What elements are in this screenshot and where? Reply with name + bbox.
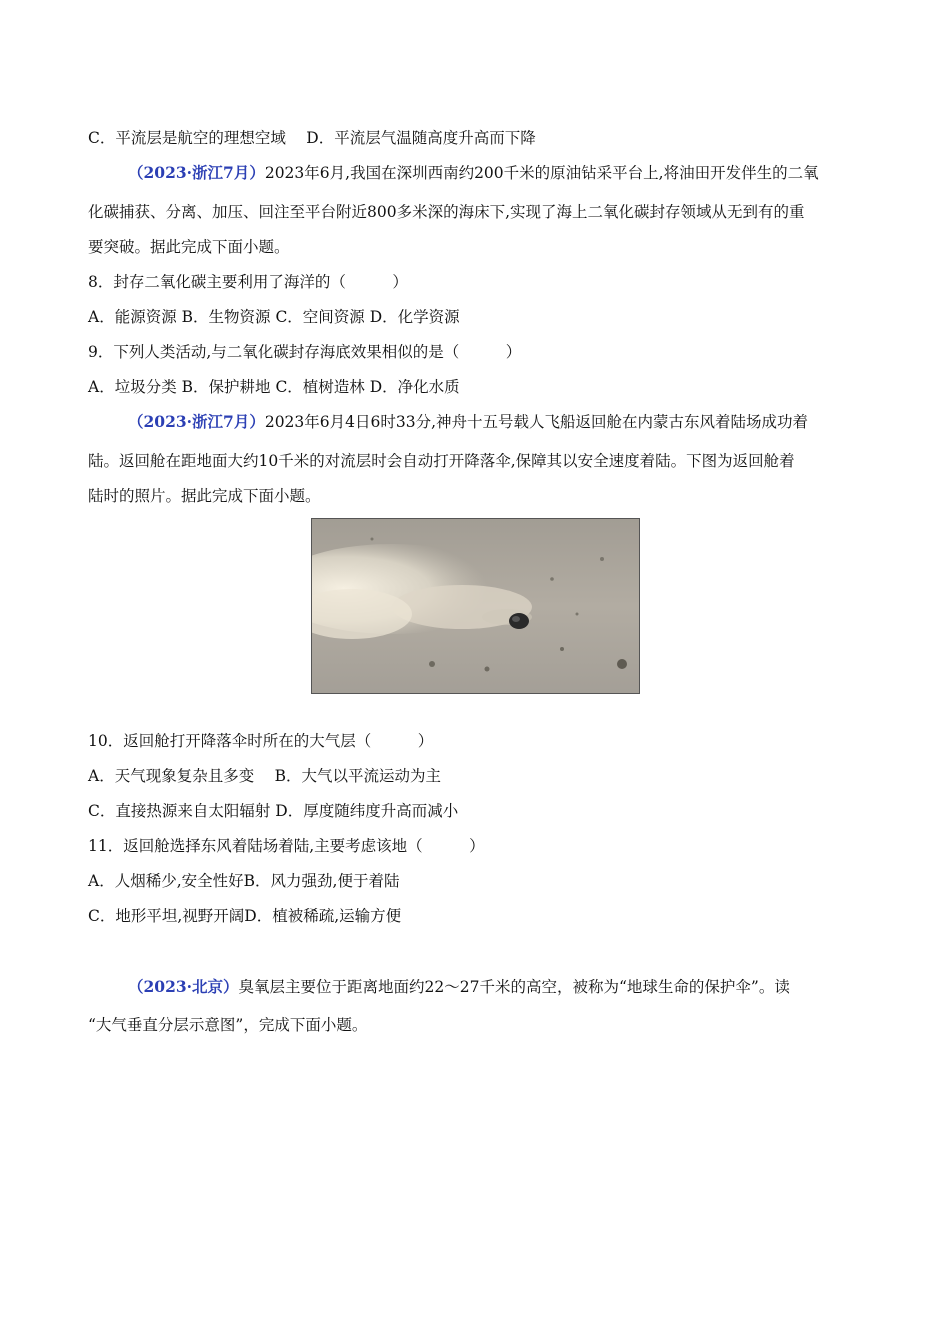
q11-options-ab: A．人烟稀少,安全性好B．风力强劲,便于着陆: [88, 872, 400, 890]
passage2-source: （2023·浙江7月）: [128, 412, 265, 431]
passage1-line3: 要突破。据此完成下面小题。: [88, 238, 290, 256]
q11-stem: 11．返回舱选择东风着陆场着陆,主要考虑该地（ ）: [88, 837, 485, 855]
q10-options-cd: C．直接热源来自太阳辐射 D．厚度随纬度升高而减小: [88, 802, 459, 820]
passage1-line1: [128, 163, 819, 183]
q11-options-cd: C．地形平坦,视野开阔D．植被稀疏,运输方便: [88, 907, 402, 925]
passage2-line3: 陆时的照片。据此完成下面小题。: [88, 487, 321, 505]
q9-stem: 9．下列人类活动,与二氧化碳封存海底效果相似的是（ ）: [88, 343, 522, 361]
q8-stem: 8．封存二氧化碳主要利用了海洋的（ ）: [88, 273, 408, 291]
passage3-text1: 臭氧层主要位于距离地面约22～27千米的高空，被称为“地球生命的保护伞”。读: [238, 978, 790, 996]
q10-stem: 10．返回舱打开降落伞时所在的大气层（ ）: [88, 732, 434, 750]
passage2-line1: [128, 412, 808, 432]
capsule-landing-photo: [311, 518, 640, 694]
q7-options-cd: C．平流层是航空的理想空域 D．平流层气温随高度升高而下降: [88, 129, 536, 147]
passage1-text1: 2023年6月,我国在深圳西南约200千米的原油钻采平台上,将油田开发伴生的二氧: [264, 164, 819, 182]
q9-options: A．垃圾分类 B．保护耕地 C．植树造林 D．净化水质: [88, 378, 460, 396]
q8-options: A．能源资源 B．生物资源 C．空间资源 D．化学资源: [88, 308, 460, 326]
passage1-source: （2023·浙江7月）: [128, 163, 265, 182]
passage2-line2: 陆。返回舱在距地面大约10千米的对流层时会自动打开降落伞,保障其以安全速度着陆。下图为返回舱着: [88, 452, 795, 470]
passage3-line2: “大气垂直分层示意图”，完成下面小题。: [88, 1016, 368, 1034]
passage2-text1: 2023年6月4日6时33分,神舟十五号载人飞船返回舱在内蒙古东风着陆场成功着: [264, 413, 809, 431]
passage1-line2: 化碳捕获、分离、加压、回注至平台附近800多米深的海床下,实现了海上二氧化碳封存领域从无到有的重: [88, 203, 805, 221]
passage3-line1: [128, 977, 790, 997]
passage3-source: （2023·北京）: [128, 977, 239, 996]
q10-options-ab: A．天气现象复杂且多变 B．大气以平流运动为主: [88, 767, 442, 785]
